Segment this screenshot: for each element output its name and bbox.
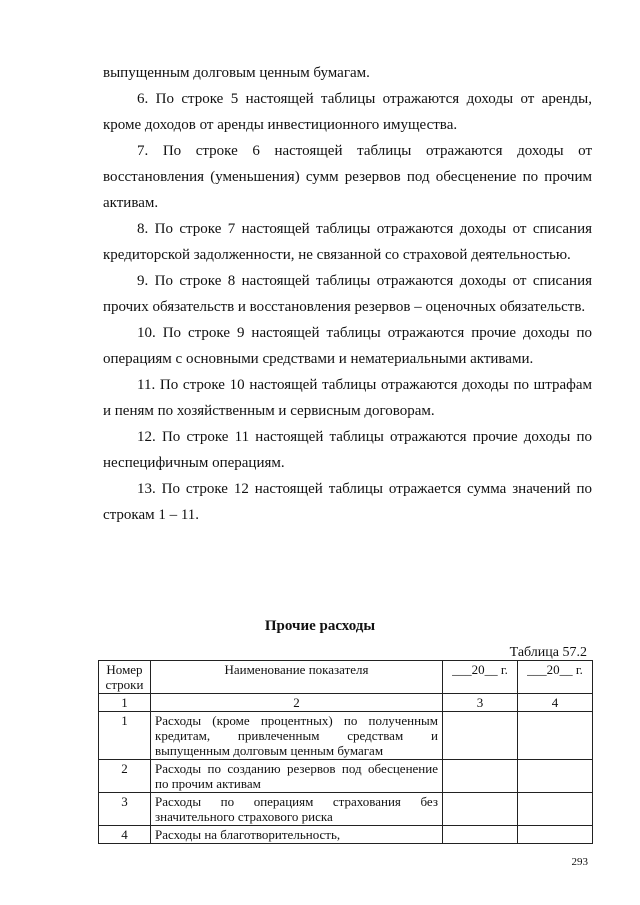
paragraph-7: [103, 138, 592, 216]
row-value-year-2: [518, 793, 593, 826]
paragraph-text: 11. По строке 10 настоящей таблицы отражаются доходы по штрафам и пеням по хозяйственным и сервисным договорам.: [103, 377, 592, 419]
row-number: 1: [99, 712, 151, 760]
page-number: 293: [571, 856, 588, 868]
row-name: Расходы на благотворительность,: [151, 826, 443, 844]
table-index-row: [99, 694, 593, 712]
paragraph-text: 9. По строке 8 настоящей таблицы отражаются доходы от списания прочих обязательств и восстановления резервов – оценочных обязательств.: [103, 273, 592, 315]
row-number: 2: [99, 760, 151, 793]
table-row: [99, 760, 593, 793]
paragraph-10: [103, 320, 592, 372]
expenses-table: [98, 660, 593, 844]
paragraph-text: выпущенным долговым ценным бумагам.: [103, 65, 370, 81]
paragraph-12: [103, 424, 592, 476]
header-year-2: ___20__ г.: [518, 661, 593, 694]
table-header-row: [99, 661, 593, 694]
row-value-year-1: [443, 793, 518, 826]
header-year-1: ___20__ г.: [443, 661, 518, 694]
paragraph-11: [103, 372, 592, 424]
row-value-year-1: [443, 826, 518, 844]
paragraph-9: [103, 268, 592, 320]
row-value-year-2: [518, 760, 593, 793]
row-value-year-2: [518, 712, 593, 760]
section-title: Прочие расходы: [264, 618, 376, 634]
paragraph-text: 6. По строке 5 настоящей таблицы отражаются доходы от аренды, кроме доходов от аренды инвестиционного имущества.: [103, 91, 592, 133]
paragraph-text: 7. По строке 6 настоящей таблицы отражаются доходы от восстановления (уменьшения) сумм резервов под обесценение по прочим активам.: [103, 143, 592, 211]
paragraph-13: [103, 476, 592, 528]
paragraph-text: 12. По строке 11 настоящей таблицы отражаются прочие доходы по неспецифичным операциям.: [103, 429, 592, 471]
index-cell: 3: [443, 694, 518, 712]
row-name: Расходы по операциям страхования без значительного страхового риска: [151, 793, 443, 826]
index-cell: 4: [518, 694, 593, 712]
row-name: Расходы по созданию резервов под обесценение по прочим активам: [151, 760, 443, 793]
paragraph-text: 13. По строке 12 настоящей таблицы отражается сумма значений по строкам 1 – 11.: [103, 481, 592, 523]
row-value-year-1: [443, 760, 518, 793]
header-indicator-name: Наименование показателя: [151, 661, 443, 694]
index-cell: 1: [99, 694, 151, 712]
header-row-number: Номер строки: [99, 661, 151, 694]
row-name: Расходы (кроме процентных) по полученным кредитам, привлеченным средствам и выпущенным долговым ценным бумагам: [151, 712, 443, 760]
paragraph-continuation: [103, 60, 592, 86]
row-value-year-1: [443, 712, 518, 760]
row-value-year-2: [518, 826, 593, 844]
row-number: 4: [99, 826, 151, 844]
paragraph-8: [103, 216, 592, 268]
table-caption: Таблица 57.2: [509, 645, 587, 660]
table-row: [99, 712, 593, 760]
index-cell: 2: [151, 694, 443, 712]
table-row: [99, 793, 593, 826]
paragraph-text: 10. По строке 9 настоящей таблицы отражаются прочие доходы по операциям с основными средствами и нематериальными активами.: [103, 325, 592, 367]
table-row: [99, 826, 593, 844]
row-number: 3: [99, 793, 151, 826]
paragraph-6: [103, 86, 592, 138]
paragraph-text: 8. По строке 7 настоящей таблицы отражаются доходы от списания кредиторской задолженности, не связанной со страховой деятельностью.: [103, 221, 592, 263]
